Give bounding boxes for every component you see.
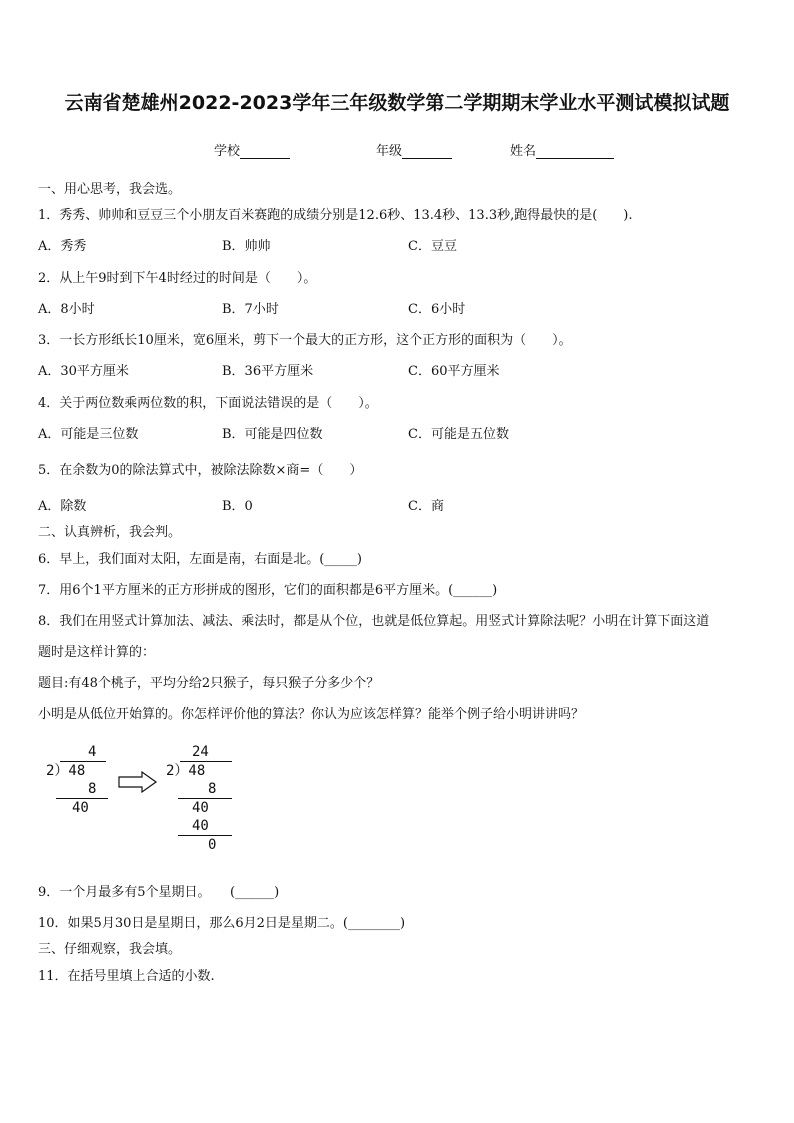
arrow-right-icon [118, 770, 158, 794]
q4-option-c[interactable]: C．可能是五位数 [408, 427, 509, 442]
grade-blank[interactable] [402, 144, 452, 159]
right-subtract-line-2 [178, 835, 232, 836]
right-step-2: 40 [192, 800, 209, 816]
question-4: 4．关于两位数乘两位数的积，下面说法错误的是（ ）。 [38, 396, 378, 411]
q4-option-a[interactable]: A．可能是三位数 [38, 427, 139, 442]
question-2: 2．从上午9时到下午4时经过的时间是（ ）。 [38, 271, 317, 286]
left-step: 8 [88, 781, 97, 797]
right-division-bar [180, 761, 232, 762]
question-3: 3．一长方形纸长10厘米，宽6厘米，剪下一个最大的正方形，这个正方形的面积为（ ）。 [38, 333, 572, 348]
question-1: 1．秀秀、帅帅和豆豆三个小朋友百米赛跑的成绩分别是12.6秒、13.4秒、13.3秒,跑得最快的是( ). [38, 208, 633, 223]
right-divisor-dividend: 2）48 [166, 763, 206, 779]
question-5: 5．在余数为0的除法算式中，被除法除数×商=（ ） [38, 463, 363, 478]
q5-option-a[interactable]: A．除数 [38, 499, 87, 514]
question-9: 9．一个月最多有5个星期日。 (______) [38, 885, 280, 900]
name-field [510, 140, 614, 159]
section-1-heading: 一、用心思考，我会选。 [38, 182, 182, 197]
left-quotient: 4 [88, 744, 97, 760]
question-8-line-1: 8．我们在用竖式计算加法、减法、乘法时，都是从个位，也就是低位算起。用竖式计算除法呢？小明在计算下面这道 [38, 614, 710, 629]
q3-option-a[interactable]: A．30平方厘米 [38, 364, 129, 379]
question-8-problem: 题目:有48个桃子，平均分给2只猴子，每只猴子分多少个？ [38, 676, 380, 691]
left-subtract-line [56, 798, 108, 799]
exam-title: 云南省楚雄州2022-2023学年三年级数学第二学期期末学业水平测试模拟试题 [64, 92, 730, 114]
left-divisor-dividend: 2）48 [46, 763, 86, 779]
grade-label: 年级 [376, 144, 403, 159]
right-subtract-line-1 [178, 798, 232, 799]
q1-option-c[interactable]: C．豆豆 [408, 239, 457, 254]
left-division-bar [60, 761, 106, 762]
right-step-1: 8 [208, 781, 217, 797]
question-8-line-2: 题时是这样计算的： [38, 645, 156, 660]
q5-option-b[interactable]: B．0 [222, 499, 253, 514]
left-remainder: 40 [72, 800, 89, 816]
q5-option-c[interactable]: C．商 [408, 499, 444, 514]
q1-option-a[interactable]: A．秀秀 [38, 239, 87, 254]
q1-option-b[interactable]: B．帅帅 [222, 239, 271, 254]
q2-option-a[interactable]: A．8小时 [38, 302, 95, 317]
right-remainder: 0 [208, 837, 217, 853]
name-blank[interactable] [536, 144, 614, 159]
question-6: 6．早上，我们面对太阳，左面是南，右面是北。(_____) [38, 552, 362, 567]
grade-field [376, 140, 452, 159]
question-11: 11．在括号里填上合适的小数. [38, 969, 215, 984]
right-quotient: 24 [192, 744, 209, 760]
q3-option-b[interactable]: B．36平方厘米 [222, 364, 314, 379]
right-step-3: 40 [192, 818, 209, 834]
school-field [214, 140, 290, 159]
school-label: 学校 [214, 144, 241, 159]
q2-option-c[interactable]: C．6小时 [408, 302, 466, 317]
section-3-heading: 三、仔细观察，我会填。 [38, 942, 182, 957]
q2-option-b[interactable]: B．7小时 [222, 302, 279, 317]
q3-option-c[interactable]: C．60平方厘米 [408, 364, 500, 379]
question-10: 10．如果5月30日是星期日，那么6月2日是星期二。(________) [38, 916, 406, 931]
question-8-prompt: 小明是从低位开始算的。你怎样评价他的算法？你认为应该怎样算？能举个例子给小明讲讲吗？ [38, 707, 585, 722]
school-blank[interactable] [240, 144, 290, 159]
section-2-heading: 二、认真辨析，我会判。 [38, 525, 182, 540]
name-label: 姓名 [510, 144, 537, 159]
question-7: 7．用6个1平方厘米的正方形拼成的图形，它们的面积都是6平方厘米。(______) [38, 583, 498, 598]
q4-option-b[interactable]: B．可能是四位数 [222, 427, 323, 442]
